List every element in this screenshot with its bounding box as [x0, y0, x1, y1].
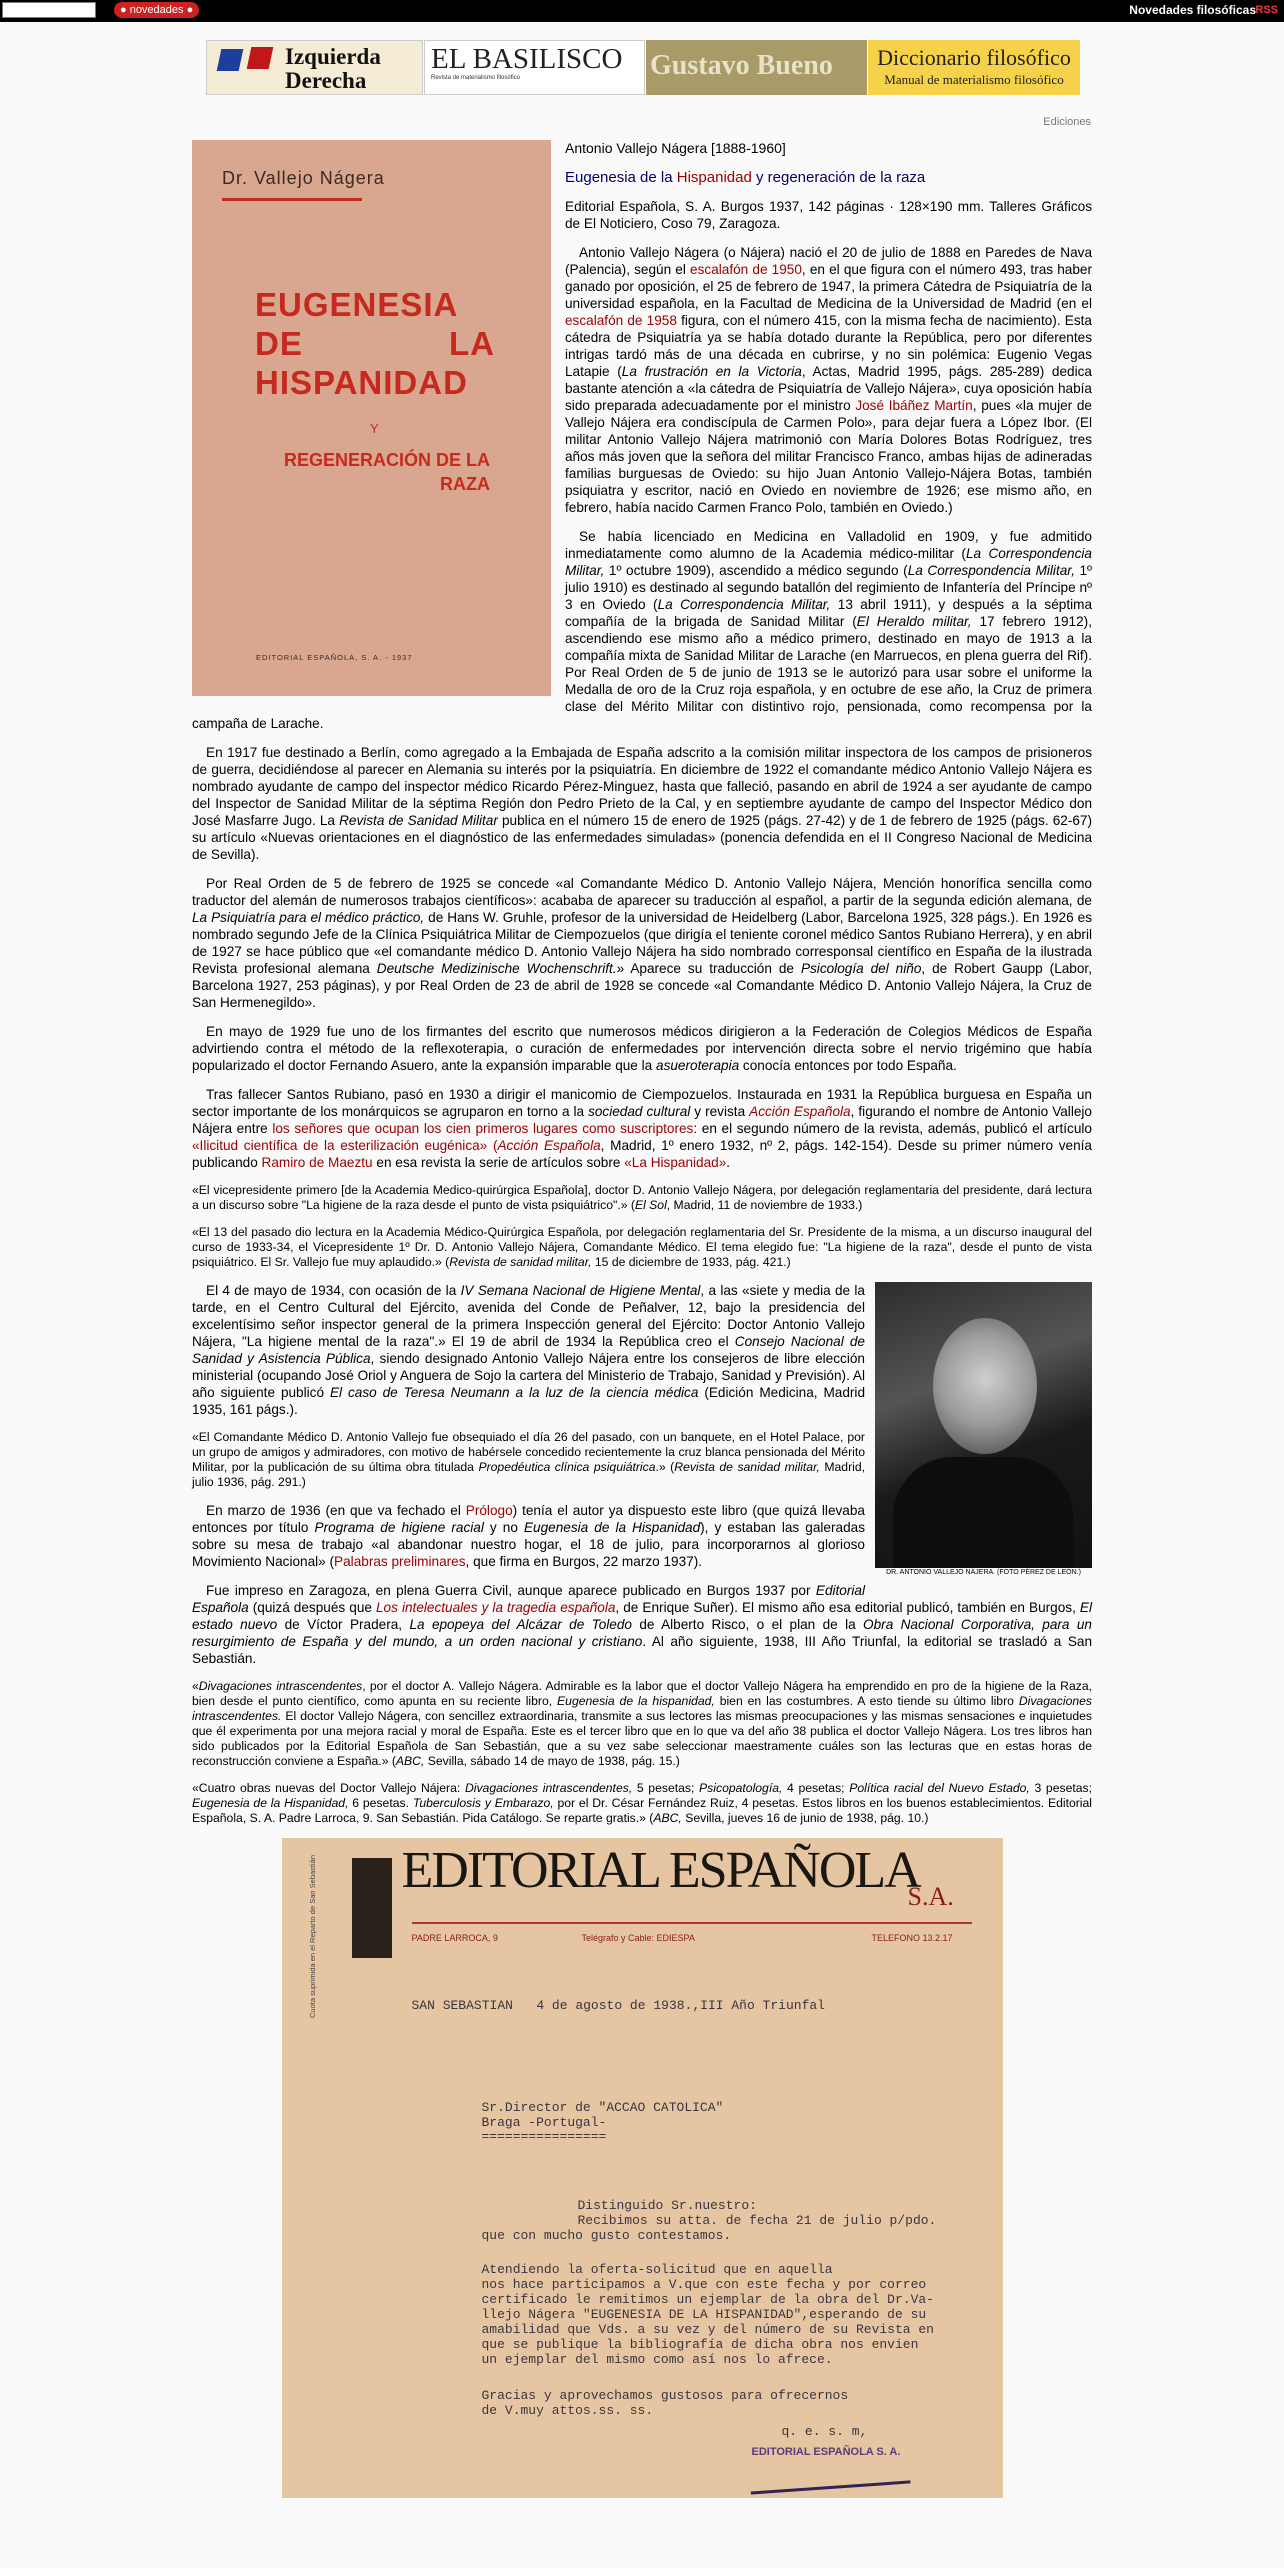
letter-rule [412, 1922, 972, 1924]
italic-title: Revista de sanidad militar, [674, 1460, 820, 1474]
el-basilisco-title: EL BASILISCO [431, 43, 623, 75]
italic-title: Divagaciones intrascendentes. [192, 1694, 1092, 1723]
italic-title: El Sol [634, 1198, 667, 1212]
text: y revista [690, 1104, 750, 1119]
italic-title: Eugenesia de la hispanidad, [557, 1694, 715, 1708]
text: El 4 de mayo de 1934, con ocasión de la [206, 1283, 461, 1298]
italic-title: La Psiquiatría para el médico práctico, [192, 910, 425, 925]
text: En marzo de 1936 (en que va fechado el [206, 1503, 466, 1518]
italic-title: La epopeya del Alcázar de Toledo [409, 1617, 632, 1632]
letter-salutation: q. e. s. m, [781, 2424, 868, 2439]
italic-title: Tuberculosis y Embarazo, [412, 1796, 554, 1810]
paragraph [192, 1086, 1092, 1171]
text: Antonio Vallejo Nágera (o Nájera) nació el 20 de julio de 1888 en Paredes de Nava (Palencia), según el [565, 245, 1092, 277]
text: , en el que figura con el número 493, tras haber ganado por oposición, el 25 de febrero de 1947, la primera Cátedra de Psiquiatría de la universidad española, en la Facultad de Medicina de la Universidad de Madrid (en el [565, 262, 1093, 311]
author-heading: Antonio Vallejo Nágera [1888-1960] [565, 140, 786, 156]
letter-side-note: Cuota suprimida en el Reparto de San Sebastián [307, 1854, 317, 2018]
text: Tras fallecer Santos Rubiano, pasó en 1930 a dirigir el manicomio de Ciempozuelos. Instaurada en 1931 la República burguesa en España un sector importante de los monárquicos se agruparon en torno a la [192, 1087, 1092, 1119]
blockquote [192, 1183, 1092, 1213]
diccionario-title: Diccionario filosófico [877, 45, 1071, 70]
text: 5 pesetas; [632, 1781, 700, 1795]
portrait-caption: DR. ANTONIO VALLEJO NÁJERA. (FOTO PÉREZ DE LEÓN.) [886, 1569, 1081, 1576]
banner-row [206, 40, 1080, 95]
text: «Cuatro obras nuevas del Doctor Vallejo Nájera: [192, 1781, 465, 1795]
publication-info: Editorial Española, S. A. Burgos 1937, 142 páginas · 128×190 mm. Talleres Gráficos de El Noticiero, Coso 79, Zaragoza. [565, 199, 1092, 231]
portrait-suit [893, 1457, 1073, 1568]
ilicitud-link[interactable]: «Ilicitud científica de la esterilización eugénica» ( [192, 1138, 498, 1153]
title-part: y regeneración de la raza [751, 169, 926, 186]
text: «El Comandante Médico D. Antonio Vallejo fue obsequiado el día 26 del pasado, con un banquete, en el Hotel Palace, por un grupo de amigos y admiradores, con motivo de habérsele concedido recientemente la cruz blanca pensionada del Mérito Militar, por la publicación de su última obra titulada [192, 1430, 865, 1474]
italic-title: La frustración en la Victoria [621, 364, 802, 379]
italic-title: Eugenesia de la Hispanidad, [192, 1796, 349, 1810]
text: , Actas, Madrid 1995, págs. 285-289) dedica bastante atención a «la cátedra de Psiquiatría de Vallejo Nájera», cuya oposición había sido preparada adecuadamente por el ministro [565, 364, 1092, 413]
text: (quizá después que [248, 1600, 376, 1615]
text: Sevilla, sábado 14 de mayo de 1938, pág. 15.) [424, 1754, 680, 1768]
text: , Madrid, 11 de noviembre de 1933.) [666, 1198, 863, 1212]
text: por el Dr. César Fernández Ruiz, 4 pesetas. Estos libros en los buenos establecimientos. Editorial Española, S. A. Padre Larroca, 9. San Sebastián. Pida Catálogo. Se reparte gratis.» ( [192, 1796, 1092, 1825]
blockquote [192, 1225, 1092, 1270]
text: Por Real Orden de 5 de febrero de 1925 se concede «al Comandante Médico D. Antonio Vallejo Nájera, Mención honorífica sencilla como traductor del alemán de numerosos trabajos científicos»: acababa de aparecer su traducción al español, a partir de la segunda edición alemana, de [192, 876, 1092, 908]
red-flag-icon [247, 47, 274, 69]
text: , a las «siete y media de la tarde, en el Centro Cultural del Ejército, avenida del Conde de Peñalver, 12, bajo la presidencia del excelentísimo señor inspector general de la primera Inspección general del Ejército: Doctor Antonio Vallejo Nájera, "La higiene mental de la raza".» El 19 de abril de 1934 la República creo el [192, 1283, 865, 1349]
text: Fue impreso en Zaragoza, en plena Guerra Civil, aunque aparece publicado en Burgos 1937 por [206, 1583, 816, 1598]
letter-line: que con mucho gusto contestamos. [481, 2228, 732, 2243]
letter-header-sa: S.A. [907, 1882, 954, 1911]
text: , por el doctor A. Vallejo Nágera. Admirable es la labor que el doctor Vallejo Nágera ha emprendido en pro de la higiene de la Raza, bien desde el punto científico, como apunta en su reciente libro, [192, 1679, 1092, 1708]
article [192, 140, 1092, 2498]
text: 4 pesetas; [782, 1781, 850, 1795]
cover-author: Dr. Vallejo Nágera [222, 168, 385, 188]
letter-header: EDITORIAL ESPAÑOLA [401, 1842, 920, 1899]
editorial-seal-icon [352, 1858, 392, 1958]
text: , de Robert Gaupp (Labor, Barcelona 1927, 253 páginas), y por Real Orden de 23 de abril de 1928 se concede «al Comandante Médico D. Antonio Vallejo Nájera, la Cruz de San Hermenegildo». [192, 961, 1092, 1010]
text: , siendo designado Antonio Vallejo Nájera entre los consejeros de libre elección ministerial (ocupando José Oriol y Anguera de Sojo la cartera del Ministerio de Trabajo, Sanidad y Previsión). Al año siguiente publicó [192, 1351, 865, 1400]
diccionario-subtitle: Manual de materialismo filosófico [884, 72, 1064, 87]
paragraph [192, 1582, 1092, 1667]
blue-flag-icon [217, 49, 244, 71]
italic-title: Programa de higiene racial [314, 1520, 484, 1535]
author-portrait [875, 1282, 1092, 1577]
text: conocía entonces por todo España. [739, 1058, 957, 1073]
text: Sevilla, jueves 16 de junio de 1938, pág. 10.) [681, 1811, 929, 1825]
italic-title: El caso de Teresa Neumann a la luz de la ciencia médica [329, 1385, 699, 1400]
paragraph [192, 1023, 1092, 1074]
text: 6 pesetas. [348, 1796, 413, 1810]
text: «El vicepresidente primero [de la Academia Medico-quirúrgica Española], doctor D. Antonio Vallejo Nágera, por delegación reglamentaria del presidente, dará lectura a un discurso sobre "La higiene de la raza desde el punto de vista psiquiátrico".» ( [192, 1183, 1092, 1212]
cover-and: Y [370, 421, 379, 436]
prologo-link[interactable]: Prólogo [465, 1503, 513, 1518]
italic-title: La Correspondencia Militar, [657, 597, 831, 612]
italic-title: Consejo Nacional de Sanidad y Asistencia Pública [192, 1334, 865, 1366]
gustavo-bueno-banner[interactable] [646, 40, 867, 95]
text: ) tenía el autor ya dispuesto este libro (que quizá llevaba entonces por título [192, 1503, 865, 1535]
text: 15 de diciembre de 1933, pág. 421.) [591, 1255, 791, 1269]
text: 17 febrero 1912), ascendiendo ese mismo año a médico primero, destinado en mayo de 1913 a la compañía mixta de Sanidad Militar de Larache (en Marruecos, en plena guerra del Rif). Por Real Orden de 5 de junio de 1913 se le autorizó para usar sobre el uniforme la Medalla de oro de la Cruz roja española, y en octubre de ese año, la Cruz de primera clase del Mérito Militar con distintivo rojo, pensionada, como recompensa por la campaña de Larache. [192, 614, 1092, 731]
paragraph [192, 875, 1092, 1011]
izquierda-derecha-label: Izquierda Derecha [285, 44, 381, 93]
text: « [192, 1679, 199, 1693]
text: » Aparece su traducción de [616, 961, 801, 976]
novedades-button[interactable]: ● novedades ● [114, 2, 199, 18]
el-basilisco-subtitle: Revista de materialismo filosófico [431, 75, 521, 81]
text: , figurando el nombre de Antonio Vallejo Nájera entre [192, 1104, 1092, 1136]
letter-address: PADRE LARROCA, 9 [411, 1933, 498, 1943]
italic-title: Obra Nacional Corporativa, para un resurgimiento de España y del mundo, a un orden nacional y cristiano [192, 1617, 1092, 1649]
text: «El 13 del pasado dio lectura en la Academia Médico-Quirúrgica Española, por delegación reglamentaria del Sr. Presidente de la misma, a un discurso inaugural del curso de 1933-34, el Vicepresidente 1º Dr. D. Antonio Vallejo Nájera, Comandante Médico. El tema elegido fue: "La higiene de la raza", desde el punto de vista psiquiátrico. El Sr. Vallejo fue muy aplaudido.» ( [192, 1225, 1092, 1269]
blockquote [192, 1679, 1092, 1769]
title-part: Eugenesia de la [565, 169, 677, 186]
diccionario-filosofico-banner[interactable] [868, 40, 1080, 95]
cover-subtitle: REGENERACIÓN DE LA RAZA [283, 450, 490, 494]
text: 1º octubre 1909), ascendido a médico segundo ( [604, 563, 908, 578]
hispanidad-link[interactable]: Hispanidad [676, 169, 752, 186]
izquierda-derecha-banner[interactable] [206, 40, 423, 95]
ediciones-link[interactable]: Ediciones [1043, 116, 1091, 128]
italic-title: asueroterapia [656, 1058, 740, 1073]
letter-body: Atendiendo la oferta-solicitud que en aquella nos hace participamos a V.que con este fecha y por correo certificado le remitimos un ejemplar de la obra del Dr.Va- llejo Nágera "EUGENESIA DE LA HISPANIDAD",esperando de su amabilidad que Vds. a su vez y del número de su Revista en que se publique la bibliografía de dicha obra nos envien un ejemplar del mismo como así nos lo afrece. [481, 2262, 934, 2367]
text: ), y estaban las galeradas sobre su mesa de trabajo «al abandonar nuestro hogar, el 18 de julio, para incorporarnos al glorioso Movimiento Nacional» ( [192, 1520, 865, 1569]
ramiro-de-maeztu-link[interactable]: Ramiro de Maeztu [261, 1155, 373, 1170]
accion-espanola-link[interactable]: Acción Española [497, 1138, 601, 1153]
italic-title: Psicopatología, [699, 1781, 783, 1795]
text: El doctor Vallejo Nágera, con sencillez extraordinaria, transmite a sus lectores las mismas preocupaciones y las mismas sensaciones e inquietudes que él experimenta por una mejora racial y moral de España. Este es el tercer libro que en lo que va del año 38 publica el doctor Vallejo Nágera. Los tres libros han sido publicados por la Editorial Española de San Sebastián, que a su vez sabe seleccionar maestramente cuáles son las lecturas que en estas horas de reconstrucción conviene a España.» ( [192, 1709, 1092, 1768]
cover-title: EUGENESIA DE LA HISPANIDAD [255, 286, 495, 401]
accion-espanola-link[interactable]: Acción Española [749, 1104, 851, 1119]
text: Se había licenciado en Medicina en Valladolid en 1909, y fue admitido inmediatamente como alumno de la Academia médico-militar ( [565, 529, 1092, 561]
search-input[interactable] [2, 2, 96, 18]
rss-icon[interactable]: RSS [1255, 4, 1278, 16]
text: de Víctor Pradera, [277, 1617, 410, 1632]
text: bien en las costumbres. A esto tiende su último libro [714, 1694, 1019, 1708]
italic-title: sociedad cultural [588, 1104, 691, 1119]
gustavo-bueno-title: Gustavo Bueno [650, 50, 833, 81]
signature-icon [749, 2460, 910, 2494]
text: en esa revista la serie de artículos sobre [372, 1155, 625, 1170]
italic-title: Revista de sanidad militar, [449, 1255, 592, 1269]
text: 3 pesetas; [1029, 1781, 1092, 1795]
italic-title: El estado nuevo [192, 1600, 1092, 1632]
text: , de Enrique Suñer). El mismo año esa editorial publicó, también en Burgos, [615, 1600, 1080, 1615]
portrait-image [875, 1282, 1092, 1568]
italic-title: Política racial del Nuevo Estado, [849, 1781, 1030, 1795]
paragraph [192, 744, 1092, 863]
text: .» ( [655, 1460, 675, 1474]
letter-closing: Gracias y aprovechamos gustosos para ofrecernos de V.muy attos.ss. ss. [481, 2388, 849, 2418]
escalafon-1950-link[interactable]: escalafón de 1950 [690, 262, 802, 277]
letter-recipient: Sr.Director de "ACCAO CATOLICA" [481, 2100, 724, 2115]
italic-title: ABC, [395, 1754, 425, 1768]
letter-phone: TELEFONO 13.2.17 [871, 1933, 953, 1943]
text: : en el segundo número de la revista, además, publicó el artículo [693, 1121, 1092, 1136]
text: . Al año siguiente, 1938, III Año Triunfal, la editorial se trasladó a San Sebastián. [192, 1634, 1093, 1666]
text: de Alberto Risco, o el plan de la [631, 1617, 864, 1632]
cover-publisher: EDITORIAL ESPAÑOLA, S. A. - 1937 [256, 653, 413, 662]
text: 13 abril 1911), y después a la séptima compañía de la brigada de Sanidad Militar ( [565, 597, 1093, 629]
blockquote [192, 1781, 1092, 1826]
letter-date: SAN SEBASTIAN 4 de agosto de 1938.,III Año Triunfal [411, 1998, 825, 2013]
suscriptores-link[interactable]: los señores que ocupan los cien primeros lugares como suscriptores [272, 1121, 694, 1136]
el-basilisco-banner[interactable] [424, 40, 645, 95]
text: Madrid, julio 1936, pág. 291.) [192, 1460, 866, 1489]
italic-title: Eugenesia de la Hispanidad [523, 1520, 701, 1535]
novedades-filosoficas-link[interactable]: Novedades filosóficas [1129, 3, 1256, 17]
letter-underline: ================ [481, 2129, 607, 2144]
text: , Madrid, 1º enero 1932, nº 2, págs. 142-154). Desde su primer número venía publicando [192, 1138, 1092, 1170]
text: figura, con el número 415, con la misma fecha de nacimiento). Esta cátedra de Psiquiatría ya se había dotado durante la República, pero por diferentes intrigas tardó más de una década en cubrirse, y no sin polémica: Eugenio Vegas Latapie ( [565, 313, 1092, 379]
italic-title: Divagaciones intrascendentes, [464, 1781, 633, 1795]
text: , que firma en Burgos, 22 marzo 1937). [465, 1554, 703, 1569]
text: de Hans W. Gruhle, profesor de la universidad de Heidelberg (Labor, Barcelona 1925, 328 págs.). En 1926 es nombrado segundo Jefe de la Clínica Psiquiátrica Militar de Ciempozuelos (que dirigía el teniente coronel médico Santos Rubiano Herrera), y en abril de 1927 se hace público que «el comandante médico D. Antonio Vallejo Nájera ha sido nombrado corresponsal científico en España de la ilustrada Revista profesional alemana [192, 910, 1092, 976]
italic-title: Propedéutica clínica psiquiátrica [478, 1460, 656, 1474]
italic-title: ABC, [653, 1811, 682, 1825]
text: publica en el número 15 de enero de 1925 (págs. 27-42) y de 1 de febrero de 1925 (págs. 62-67) su artículo «Nuevas orientaciones en el diagnóstico de las enfermedades simuladas» (ponencia defendida en el II Congreso Nacional de Medicina de Sevilla). [192, 813, 1092, 862]
text: En mayo de 1929 fue uno de los firmantes del escrito que numerosos médicos dirigieron a la Federación de Colegios Médicos de España advirtiendo contra el método de la reflexoterapia, o curación de enfermedades por intervención directa sobre el nervio trigémino que había popularizado el doctor Fernando Asuero, ante la expansión imparable que la [192, 1024, 1092, 1073]
letter-telegraph: Telégrafo y Cable: EDIESPA [581, 1933, 695, 1943]
cover-rule [222, 198, 362, 201]
text: (Edición Medicina, Madrid 1935, 161 págs.). [192, 1385, 866, 1417]
italic-title: La Correspondencia Militar, [907, 563, 1075, 578]
top-bar [0, 0, 1284, 22]
text: , pues «la mujer de Vallejo Nájera era condiscípula de Carmen Polo», para dejar fuera a López Ibor. (El militar Antonio Vallejo Nájera matrimonió con María Dolores Botas Rodríguez, tres años más joven que la señora del militar Francisco Franco, ambas hijas de adineradas familias burguesas de Oviedo: su hijo Juan Antonio Vallejo-Nájera Botas, también psiquiatra y escritor, nació en Oviedo en noviembre de 1926; ese mismo año, en febrero, había nacido Carmen Franco Polo, también en Oviedo.) [565, 398, 1092, 515]
text: y no [483, 1520, 524, 1535]
letter-image [282, 1838, 1003, 2498]
ibanez-martin-link[interactable]: José Ibáñez Martín [855, 398, 973, 413]
italic-title: El Heraldo militar, [856, 614, 972, 629]
palabras-preliminares-link[interactable]: Palabras preliminares [334, 1554, 466, 1569]
letter-recipient-city: Braga -Portugal- [481, 2115, 607, 2130]
letter-line: Recibimos su atta. de fecha 21 de julio p/pdo. [577, 2213, 937, 2228]
italic-title: Psicología del niño [800, 961, 922, 976]
text: . [726, 1155, 731, 1170]
text: En 1917 fue destinado a Berlín, como agregado a la Embajada de España adscrito a la comisión militar inspectora de los campos de prisioneros de guerra, decidiéndose al parecer en Alemania su interés por la psiquiatría. En diciembre de 1922 el comandante médico Antonio Vallejo Nájera es nombrado ayudante de campo del inspector médico Ricardo Pérez-Minguez, hasta que falleció, pasando en abril de 1924 a ser ayudante de campo del Inspector de Sanidad Militar de la séptima Región don Pedro Prieto de la Cal, y en septiembre ayudante de campo del Inspector Médico don José Masfarre Jugo. La [192, 745, 1092, 828]
book-cover-image [192, 140, 551, 696]
la-hispanidad-link[interactable]: «La Hispanidad» [624, 1155, 727, 1170]
italic-title: Editorial Española [192, 1583, 865, 1615]
text: 1º julio 1910) es destinado al segundo batallón del regimiento de Infantería del Príncipe nº 3 en Oviedo ( [565, 563, 1092, 612]
intelectuales-link[interactable]: Los intelectuales y la tragedia española [376, 1600, 616, 1615]
letter-greeting: Distinguido Sr.nuestro: [577, 2198, 757, 2213]
letter-stamp: EDITORIAL ESPAÑOLA S. A. [751, 2446, 901, 2458]
portrait-face [933, 1318, 1037, 1454]
italic-title: La Correspondencia Militar, [565, 546, 1092, 578]
italic-title: Divagaciones intrascendentes [198, 1679, 363, 1693]
escalafon-1958-link[interactable]: escalafón de 1958 [565, 313, 677, 328]
italic-title: Revista de Sanidad Militar [339, 813, 498, 828]
italic-title: IV Semana Nacional de Higiene Mental [460, 1283, 701, 1298]
italic-title: Deutsche Medizinische Wochenschrift. [376, 961, 617, 976]
